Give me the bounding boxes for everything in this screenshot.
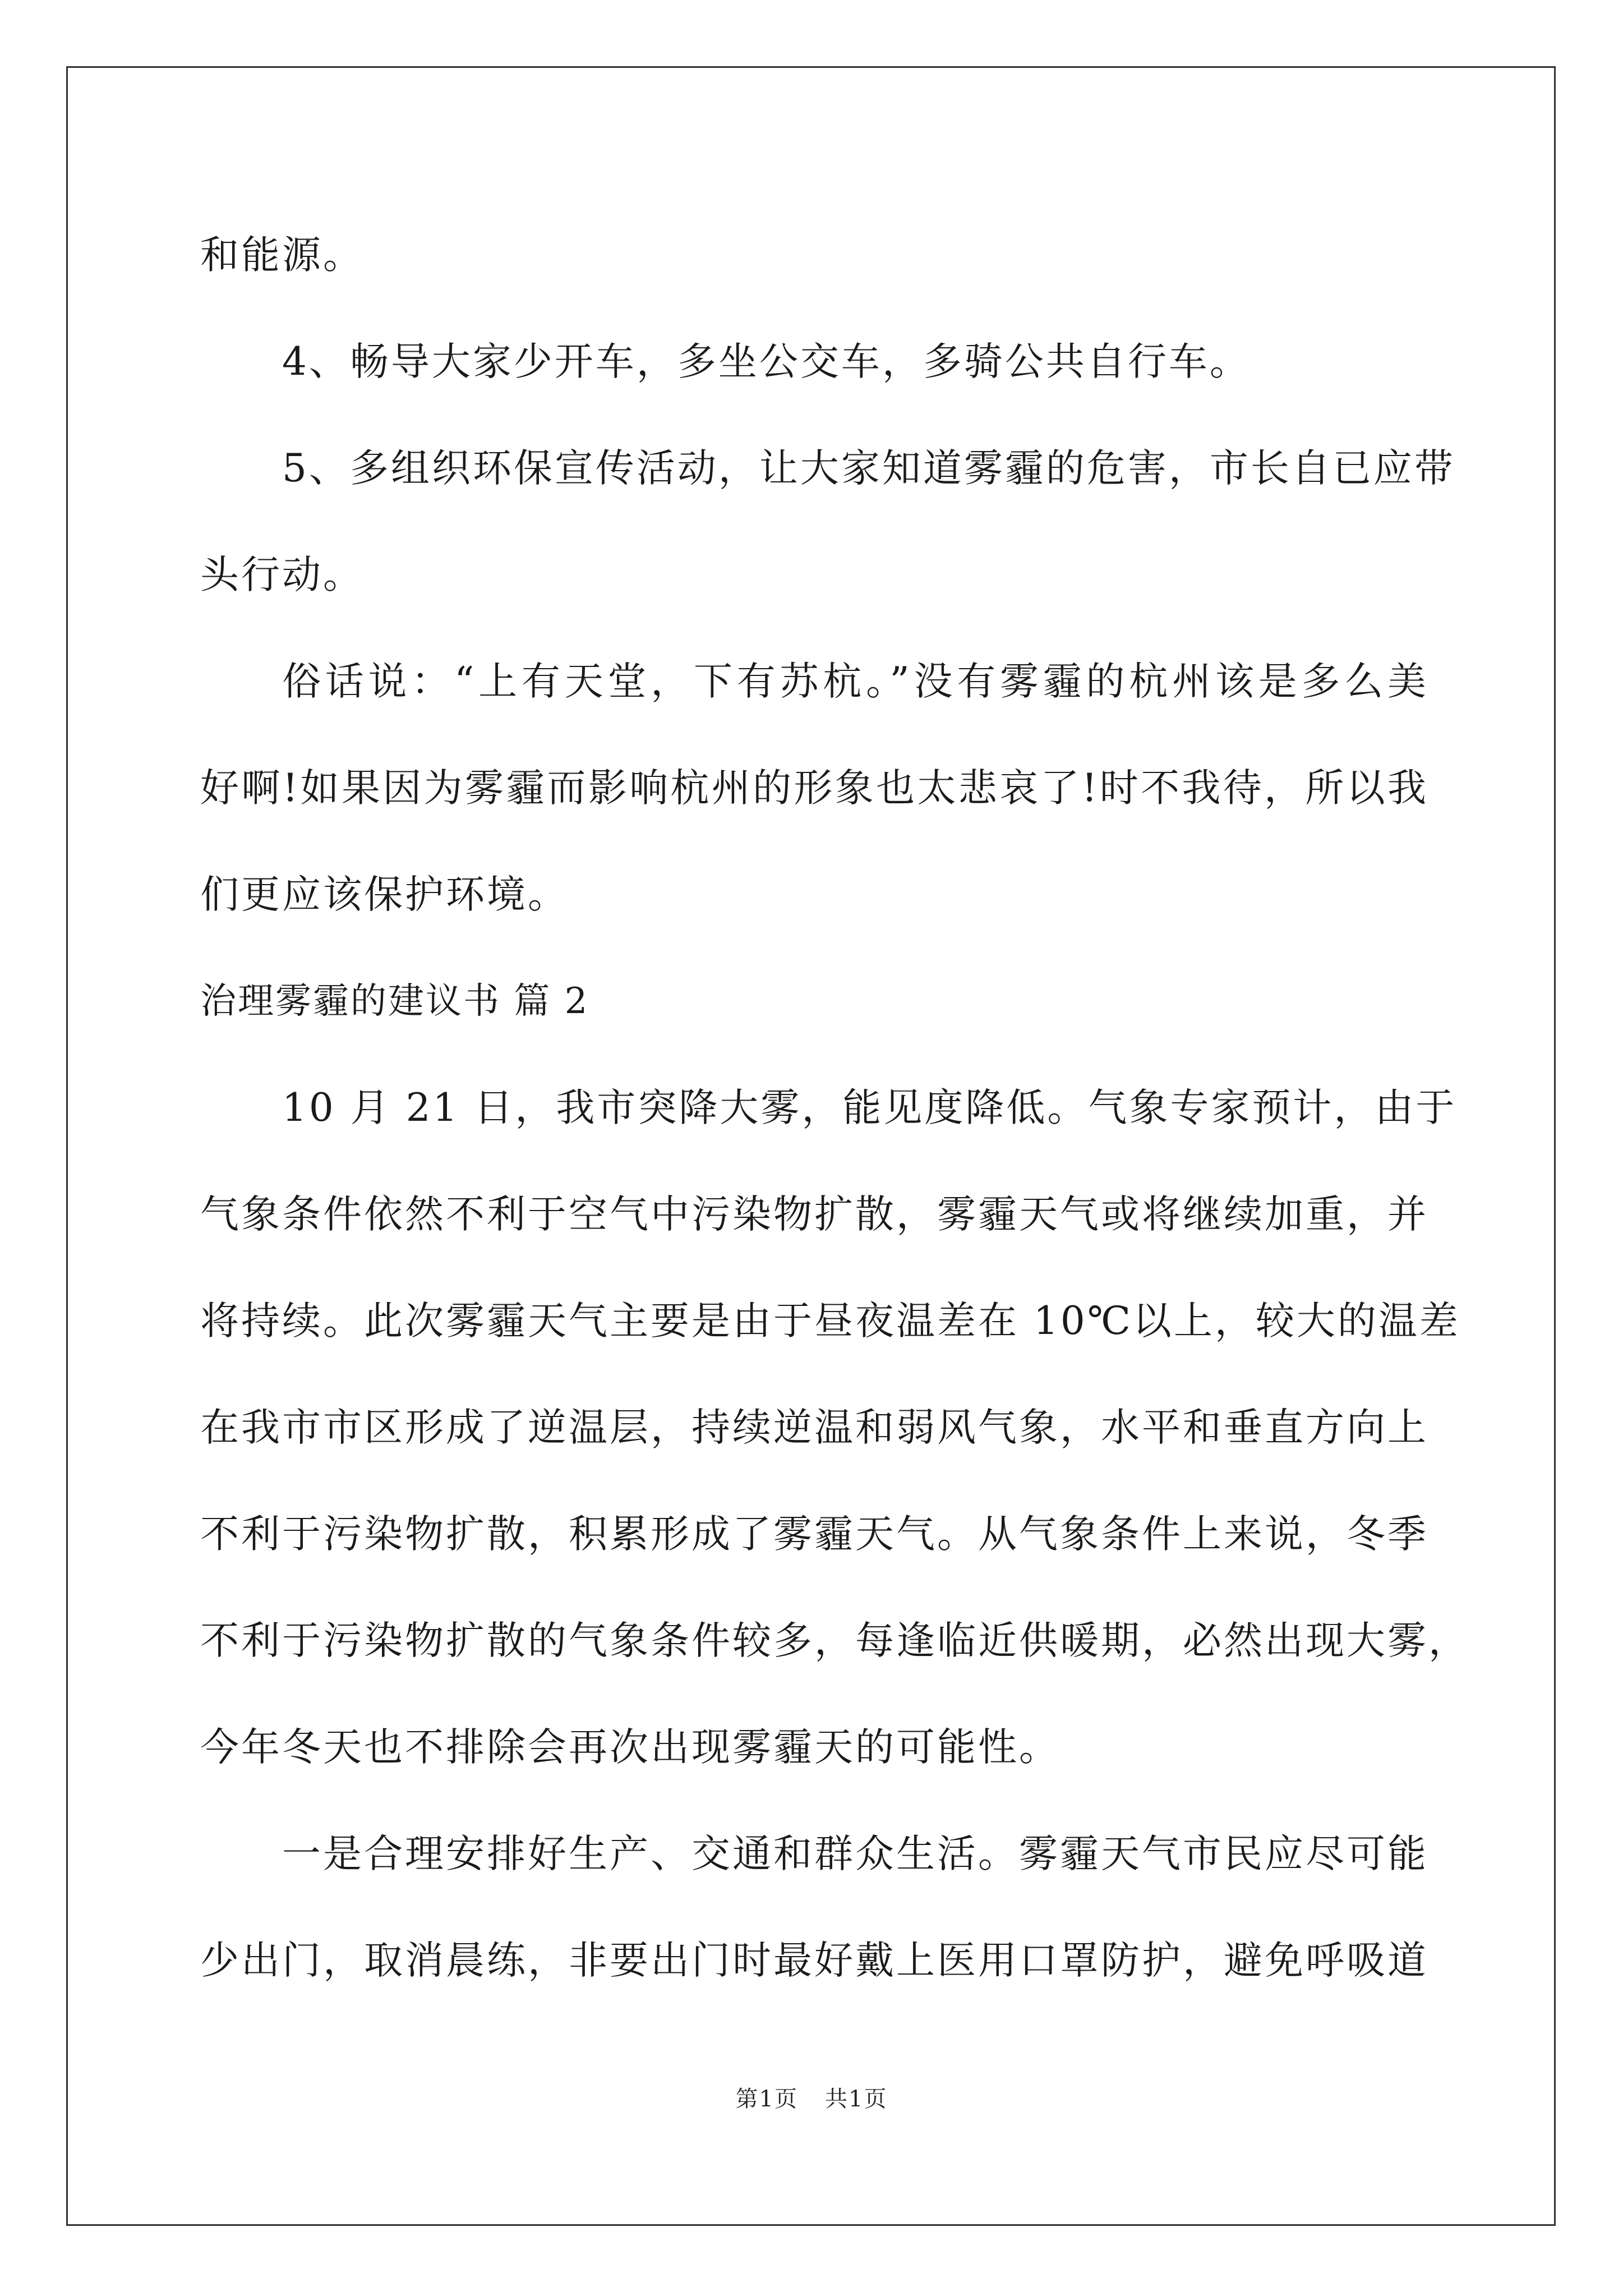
text-line: 将持续。此次雾霾天气主要是由于昼夜温差在 10℃以上，较大的温差 xyxy=(200,1299,1460,1343)
text-line: 今年冬天也不排除会再次出现雾霾天的可能性。 xyxy=(200,1725,1060,1770)
section-heading: 治理雾霾的建议书 篇 2 xyxy=(200,981,589,1022)
page-total: 共1页 xyxy=(825,2086,888,2112)
text-line: 头行动。 xyxy=(200,553,364,597)
text-line: 4、畅导大家少开车，多坐公交车，多骑公共自行车。 xyxy=(282,339,1251,384)
text-line: 不利于污染物扩散的气象条件较多，每逢临近供暖期，必然出现大雾， xyxy=(200,1618,1469,1663)
document-body xyxy=(200,202,1469,2014)
page-number: 第1页 xyxy=(735,2086,798,2112)
text-line: 不利于污染物扩散，积累形成了雾霾天气。从气象条件上来说，冬季 xyxy=(200,1512,1428,1557)
text-line: 在我市市区形成了逆温层，持续逆温和弱风气象，水平和垂直方向上 xyxy=(200,1405,1428,1450)
text-line: 少出门，取消晨练，非要出门时最好戴上医用口罩防护，避免呼吸道 xyxy=(200,1938,1428,1983)
text-line: 好啊!如果因为雾霾而影响杭州的形象也太悲哀了!时不我待，所以我 xyxy=(200,766,1428,811)
text-line: 们更应该保护环境。 xyxy=(200,872,569,917)
text-line: 10 月 21 日，我市突降大雾，能见度降低。气象专家预计，由于 xyxy=(282,1085,1457,1130)
page-footer xyxy=(0,2081,1623,2113)
text-line: 一是合理安排好生产、交通和群众生活。雾霾天气市民应尽可能 xyxy=(282,1832,1428,1876)
text-line: 俗话说：“上有天堂，下有苏杭。”没有雾霾的杭州该是多么美 xyxy=(282,659,1428,704)
text-line: 5、多组织环保宣传活动，让大家知道雾霾的危害，市长自已应带 xyxy=(282,446,1455,491)
text-line: 和能源。 xyxy=(200,233,364,278)
text-line: 气象条件依然不利于空气中污染物扩散，雾霾天气或将继续加重，并 xyxy=(200,1192,1428,1237)
